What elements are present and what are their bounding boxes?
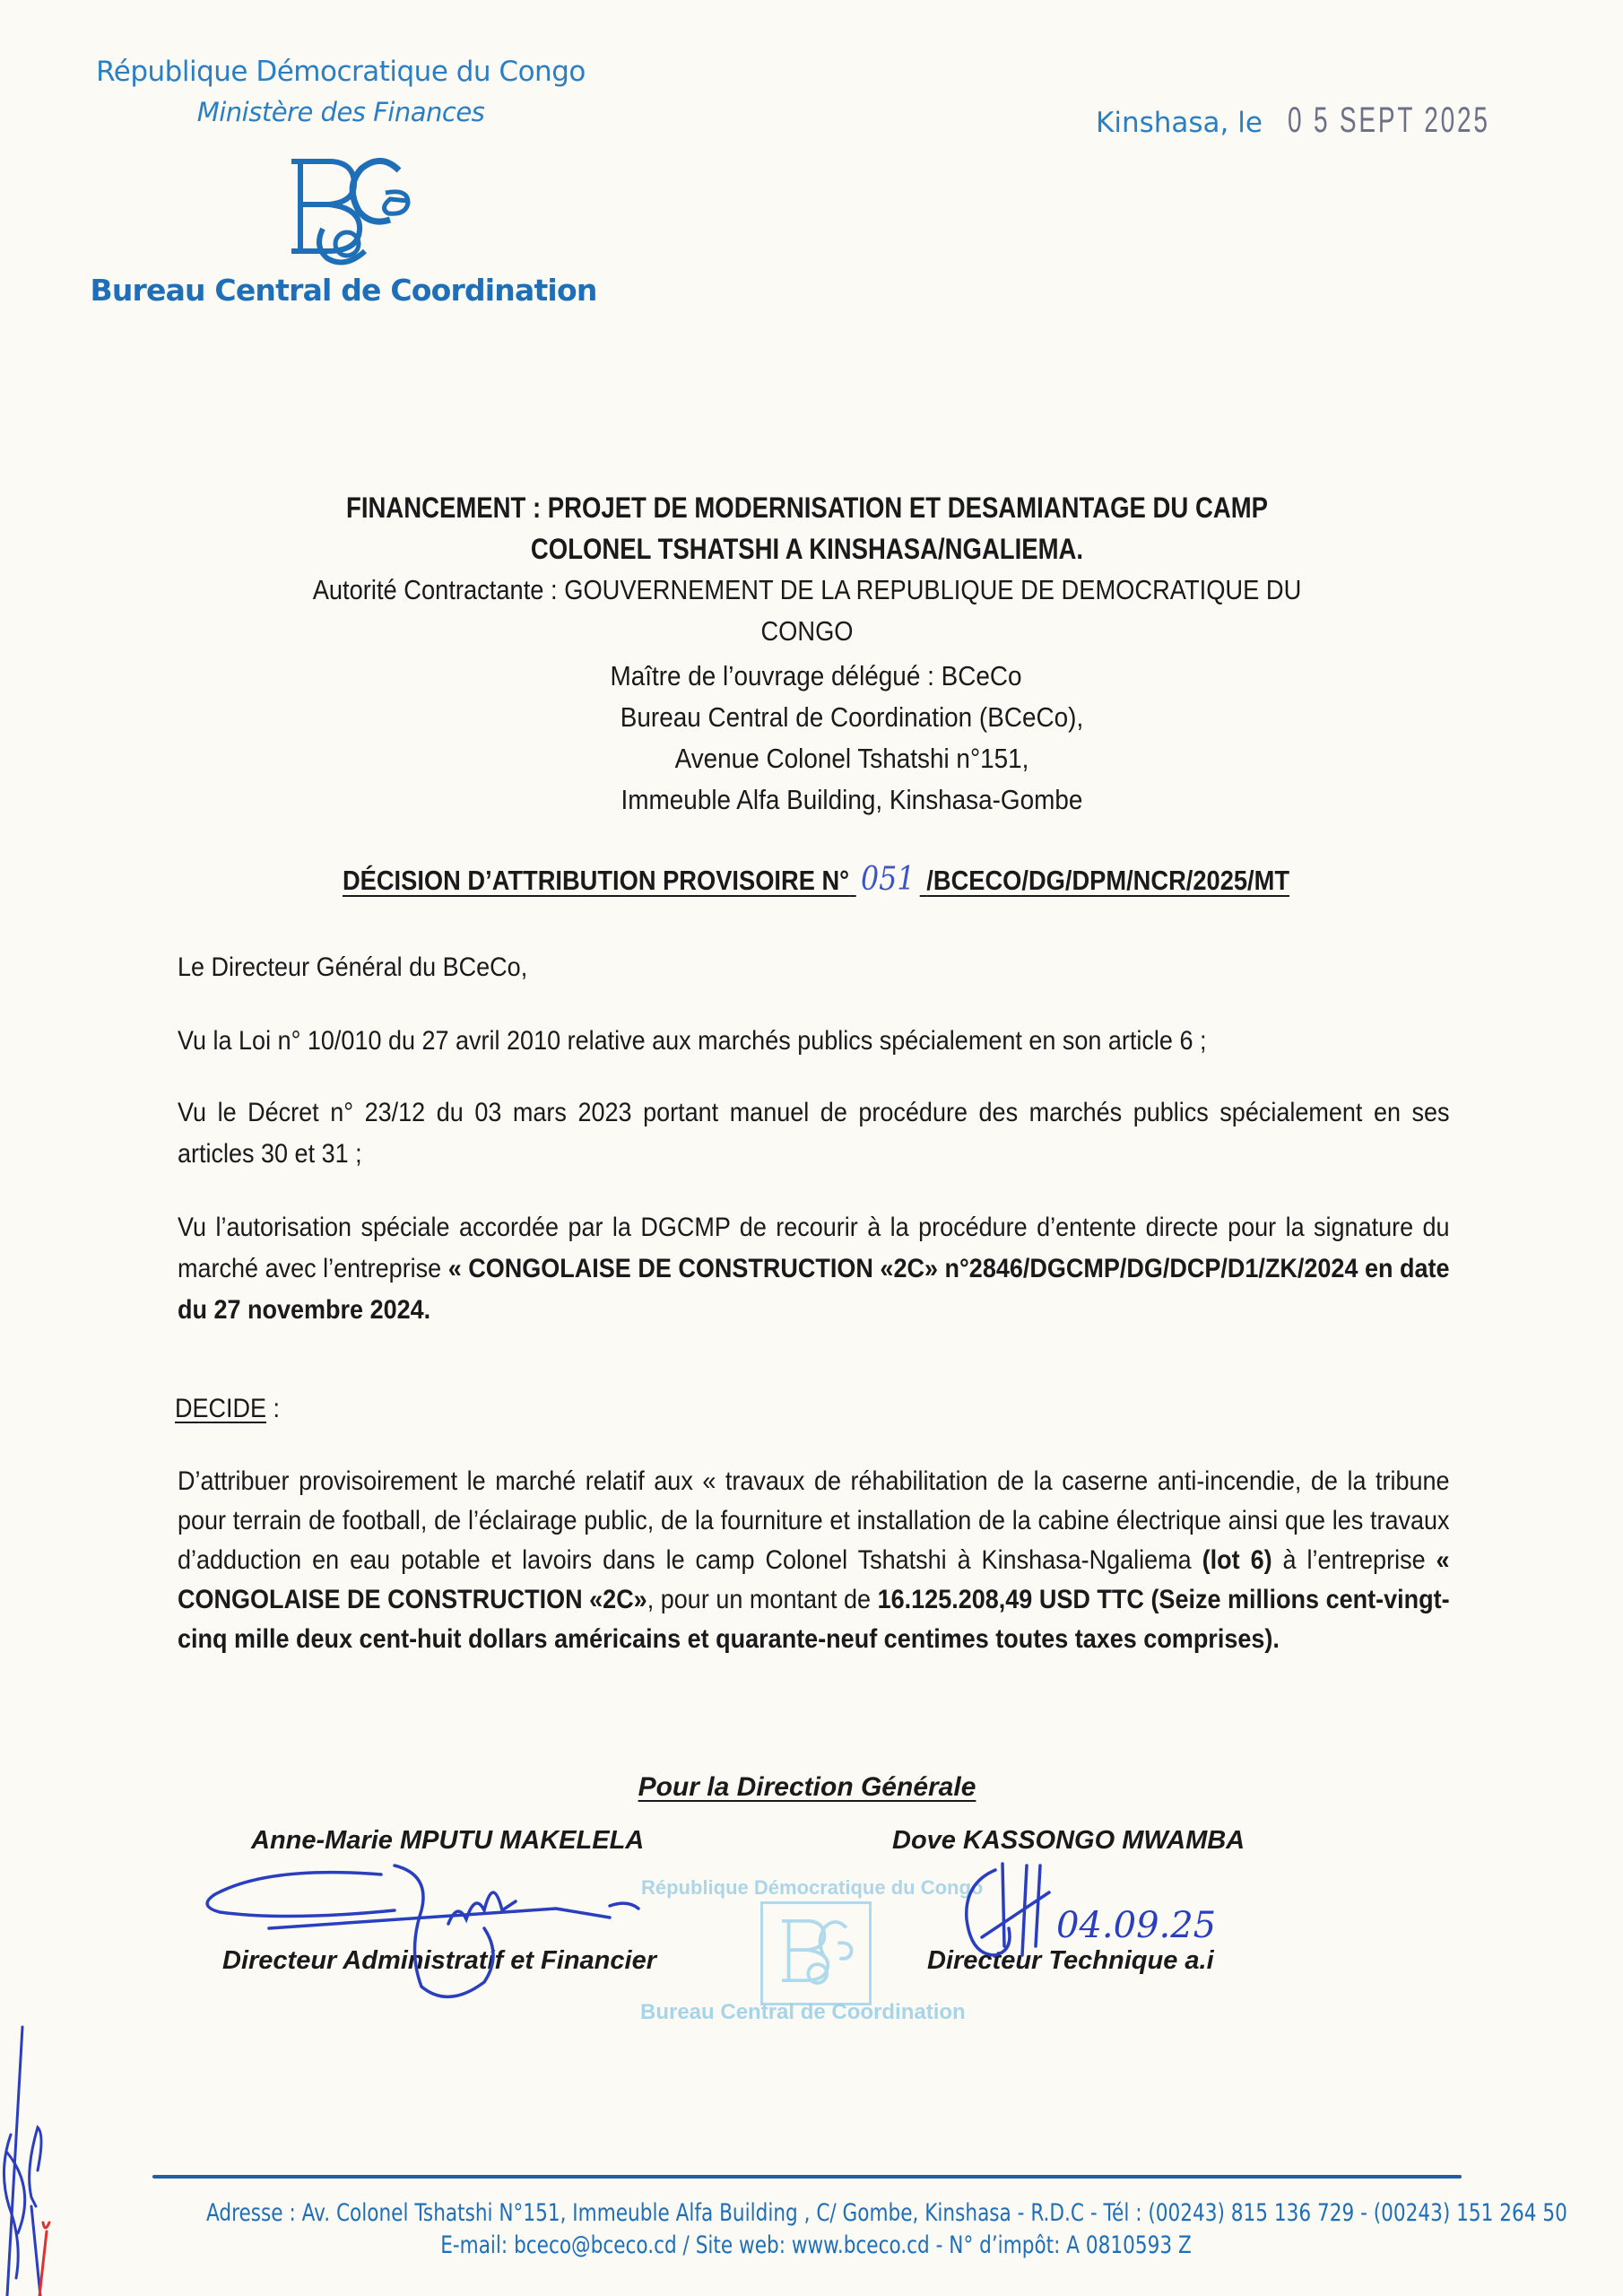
opening-line: Le Directeur Général du BCeCo, [178, 952, 528, 982]
decision-suffix: /BCECO/DG/DPM/NCR/2025/MT [926, 865, 1290, 896]
contracting-authority: Autorité Contractante : GOUVERNEMENT DE LA REPUBLIQUE DE DEMOCRATIQUE DU [312, 574, 1302, 605]
bceco-logo-icon [265, 144, 426, 278]
margin-initials-icon [4, 2027, 41, 2296]
company-name: « CONGOLAISE DE CONSTRUCTION «2C» [178, 1545, 1450, 1614]
vu-loi-paragraph: Vu la Loi n° 10/010 du 27 avril 2010 relative aux marchés publics spécialement en son article 6 ; [178, 1026, 1207, 1056]
delegated-owner: Maître de l’ouvrage délégué : BCeCo [610, 660, 1022, 691]
footer-contact: E-mail: bceco@bceco.cd / Site web: www.bceco.cd - N° d’impôt: A 0810593 Z [440, 2231, 1192, 2259]
title-line-1: FINANCEMENT : PROJET DE MODERNISATION ET DESAMIANTAGE DU CAMP [346, 491, 1268, 524]
date-label: Kinshasa, le [1096, 107, 1263, 139]
footer-address: Adresse : Av. Colonel Tshatshi N°151, Immeuble Alfa Building , C/ Gombe, Kinshasa - R.D.C - Tél : (00243) 815 136 729 - (00243) 151 264 50 [206, 2199, 1567, 2227]
address-org: Bureau Central de Coordination (BCeCo), [620, 701, 1084, 733]
decision-number-handwritten: 051 [860, 861, 916, 898]
stamp-top-text: République Démocratique du Congo [641, 1876, 984, 1899]
title-line-2: COLONEL TSHATSHI A KINSHASA/NGALIEMA. [530, 533, 1084, 565]
contract-amount: 16.125.208,49 USD TTC (Seize millions cent-vingt-cinq mille deux cent-huit dollars américains et quarante-neuf centimes toutes taxes comprises). [178, 1585, 1450, 1654]
red-tick-icon [39, 2222, 49, 2296]
decision-prefix: DÉCISION D’ATTRIBUTION PROVISOIRE N° [342, 865, 850, 896]
decision-reference [303, 861, 1329, 898]
signatory-left-title: Directeur Administratif et Financier [222, 1946, 656, 1975]
decision-paragraph: D’attribuer provisoirement le marché relatif aux « travaux de réhabilitation de la caserne anti-incendie, de la tribune pour terrain de football, de l’éclairage public, de la fourniture et installation de la cabine électrique ainsi que les travaux d’adduction en eau potable et lavoirs dans le camp Colonel Tshatshi à Kinshasa-Ngaliema (lot 6) à l’entreprise « CONGOLAISE DE CONSTRUCTION «2C», pour un montant de 16.125.208,49 USD TTC (Seize millions cent-vingt-cinq mille deux cent-huit dollars américains et quarante-neuf centimes toutes taxes comprises). [178, 1466, 1450, 1654]
stamp-bottom-text: Bureau Central de Coordination [640, 2000, 966, 2024]
authorization-reference: « CONGOLAISE DE CONSTRUCTION «2C» n°2846/DGCMP/DG/DCP/D1/ZK/2024 en date du 27 novembre 2024. [178, 1254, 1450, 1325]
footer-divider [152, 2175, 1462, 2179]
signatory-left-name: Anne-Marie MPUTU MAKELELA [251, 1826, 645, 1855]
address-building: Immeuble Alfa Building, Kinshasa-Gombe [621, 784, 1083, 815]
signature-header: Pour la Direction Générale [638, 1772, 976, 1802]
letterhead-country: République Démocratique du Congo [96, 56, 586, 88]
decide-heading: DECIDE : [175, 1394, 281, 1423]
date-stamp: 0 5 SEPT 2025 [1287, 100, 1490, 140]
signature-left-icon [207, 1866, 638, 1996]
stamp-logo-icon [760, 1901, 872, 2005]
lot-number: (lot 6) [1202, 1545, 1272, 1575]
stamp-monogram-icon [763, 1904, 864, 1997]
signature-right-icon [967, 1864, 1216, 1955]
address-street: Avenue Colonel Tshatshi n°151, [674, 743, 1029, 774]
svg-text:04.09.25: 04.09.25 [1056, 1905, 1217, 1946]
letterhead-ministry: Ministère des Finances [196, 97, 485, 127]
signatory-right-title: Directeur Technique a.i [927, 1946, 1214, 1975]
date-line [1096, 100, 1577, 145]
vu-autorisation-paragraph: Vu l’autorisation spéciale accordée par la DGCMP de recourir à la procédure d’entente directe pour la signature du marché avec l’entreprise « CONGOLAISE DE CONSTRUCTION «2C» n°2846/DGCMP/DG/DCP/D1/ZK/2024 en date du 27 novembre 2024. [178, 1213, 1450, 1325]
signatory-right-name: Dove KASSONGO MWAMBA [892, 1826, 1245, 1855]
vu-decret-paragraph: Vu le Décret n° 23/12 du 03 mars 2023 portant manuel de procédure des marchés publics spécialement en ses articles 30 et 31 ; [178, 1098, 1450, 1169]
contracting-authority-cont: CONGO [760, 615, 854, 647]
letterhead-organization: Bureau Central de Coordination [90, 273, 597, 308]
